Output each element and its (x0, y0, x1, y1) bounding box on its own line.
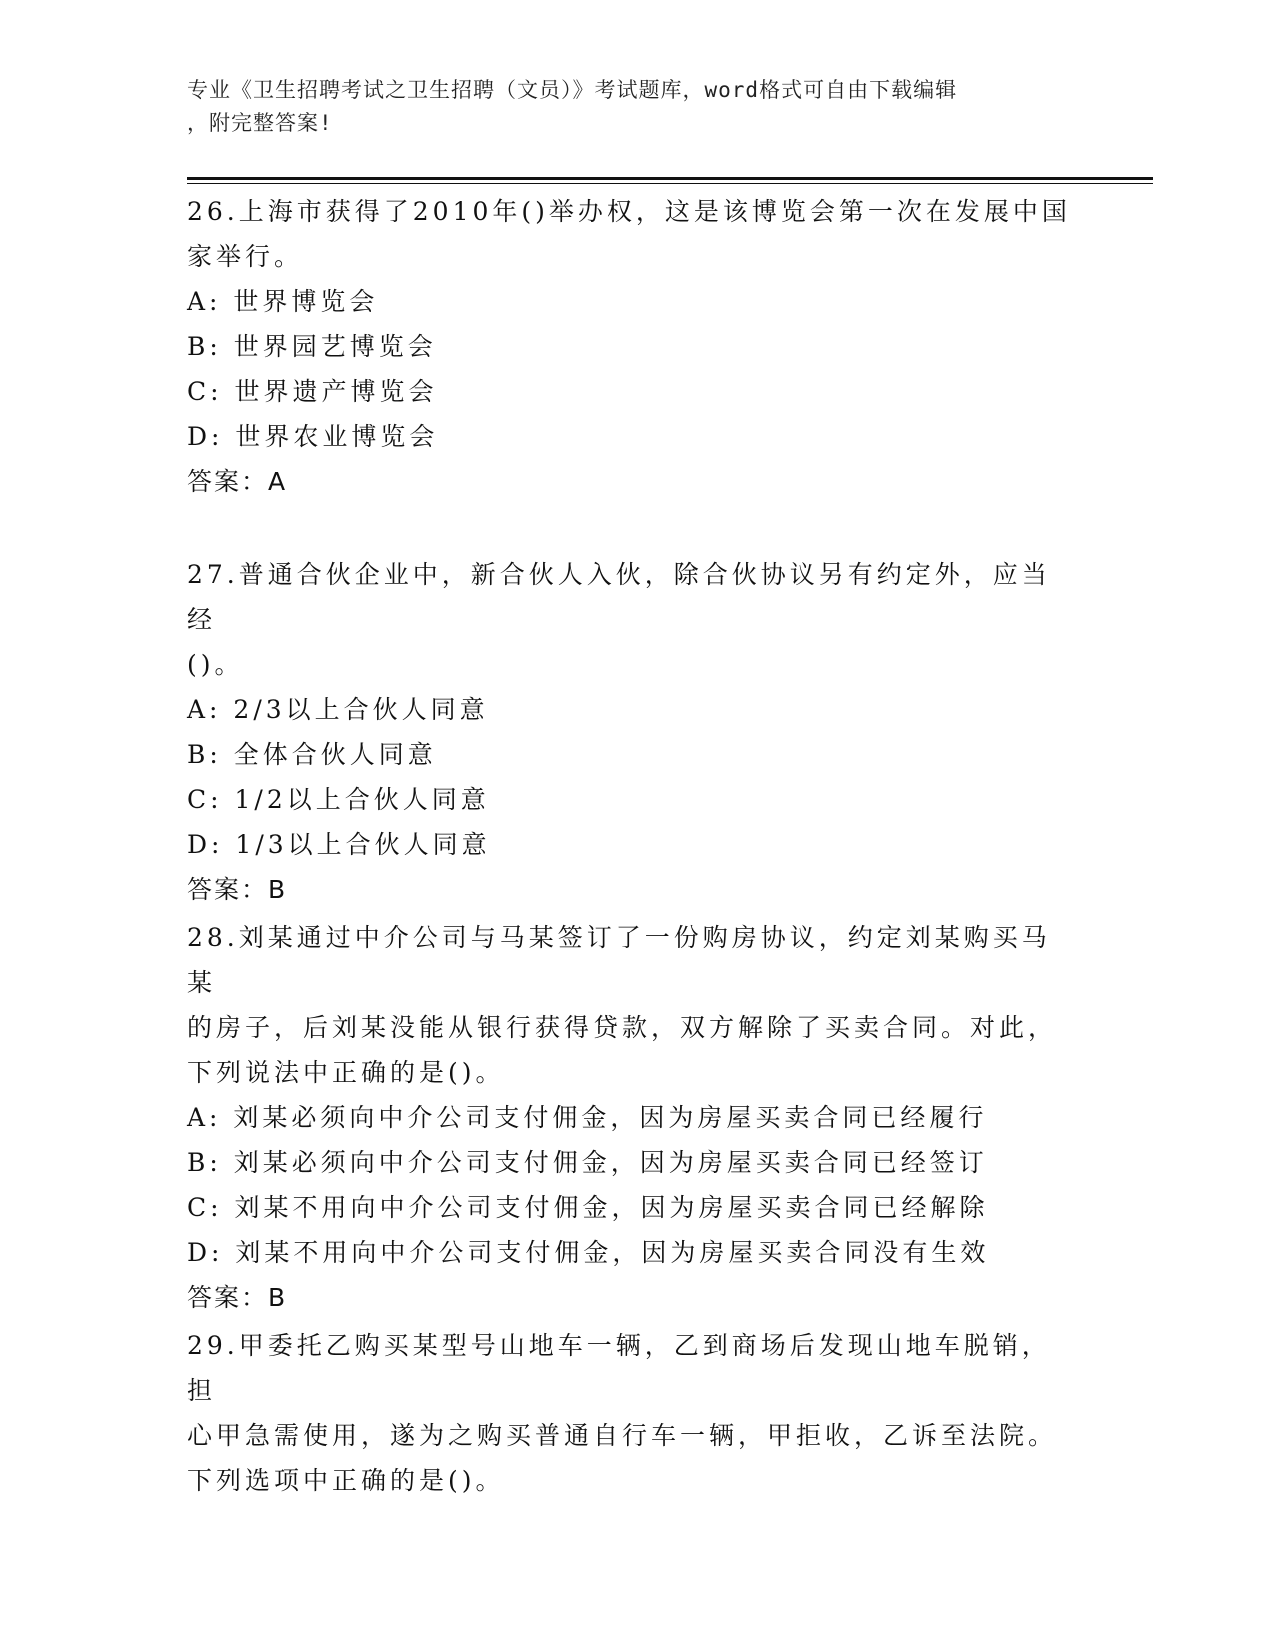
option-c: C: 世界遗产博览会 (187, 377, 438, 406)
header-divider-thick (187, 177, 1153, 180)
question-stem-line: 下列选项中正确的是()。 (187, 1466, 505, 1495)
question-27 (187, 552, 1077, 912)
answer-line: 答案：A (187, 467, 288, 496)
question-26 (187, 189, 1077, 504)
question-stem-line: 家举行。 (187, 242, 304, 271)
option-a: A: 2/3以上合伙人同意 (187, 695, 489, 724)
option-c: C: 1/2以上合伙人同意 (187, 785, 490, 814)
option-b: B: 刘某必须向中介公司支付佣金，因为房屋买卖合同已经签订 (187, 1148, 988, 1177)
question-stem-line: 28.刘某通过中介公司与马某签订了一份购房协议，约定刘某购买马某 (187, 923, 1051, 997)
question-stem-line: 27.普通合伙企业中，新合伙人入伙，除合伙协议另有约定外，应当经 (187, 560, 1051, 634)
document-header (187, 74, 1067, 140)
option-d: D: 1/3以上合伙人同意 (187, 830, 491, 859)
option-d: D: 刘某不用向中介公司支付佣金，因为房屋买卖合同没有生效 (187, 1238, 990, 1267)
question-stem-line: 下列说法中正确的是()。 (187, 1058, 505, 1087)
question-stem-line: 26.上海市获得了2010年()举办权，这是该博览会第一次在发展中国 (187, 197, 1071, 226)
answer-line: 答案：B (187, 875, 288, 904)
option-a: A: 世界博览会 (187, 287, 379, 316)
option-b: B: 全体合伙人同意 (187, 740, 437, 769)
header-line-1: 专业《卫生招聘考试之卫生招聘（文员）》考试题库，word格式可自由下载编辑 (187, 78, 958, 102)
option-c: C: 刘某不用向中介公司支付佣金，因为房屋买卖合同已经解除 (187, 1193, 989, 1222)
option-a: A: 刘某必须向中介公司支付佣金，因为房屋买卖合同已经履行 (187, 1103, 988, 1132)
option-b: B: 世界园艺博览会 (187, 332, 437, 361)
question-stem-line: ()。 (187, 650, 244, 679)
question-stem-line: 心甲急需使用，遂为之购买普通自行车一辆，甲拒收，乙诉至法院。 (187, 1421, 1058, 1450)
question-28 (187, 915, 1077, 1320)
header-line-2: ，附完整答案! (187, 111, 333, 135)
question-stem-line: 29.甲委托乙购买某型号山地车一辆，乙到商场后发现山地车脱销，担 (187, 1331, 1051, 1405)
question-stem-line: 的房子，后刘某没能从银行获得贷款，双方解除了买卖合同。对此， (187, 1013, 1058, 1042)
option-d: D: 世界农业博览会 (187, 422, 439, 451)
header-divider-thin (187, 183, 1153, 184)
question-29 (187, 1323, 1077, 1503)
answer-line: 答案：B (187, 1283, 288, 1312)
